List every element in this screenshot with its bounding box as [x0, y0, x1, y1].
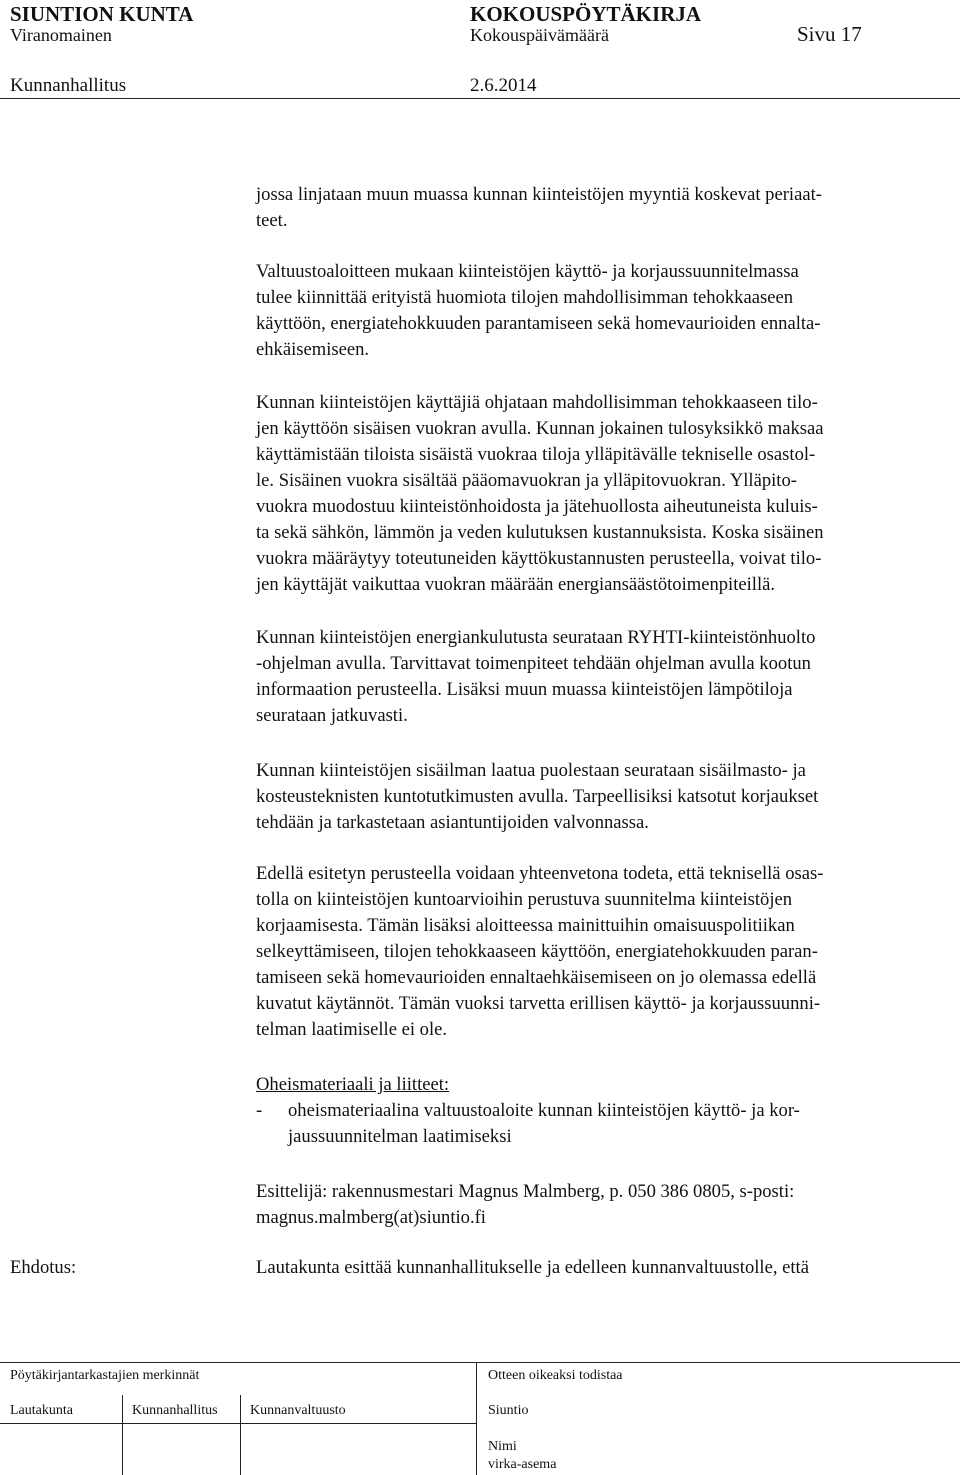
text-line: vuokra muodostuu kiinteistönhoidosta ja jätehuollosta aiheutuneista kuluis- [256, 496, 818, 517]
text-line: Edellä esitetyn perusteella voidaan yhteenvetona todeta, että teknisellä osas- [256, 863, 824, 884]
footer-top-rule [0, 1362, 960, 1363]
text-line: seurataan jatkuvasti. [256, 705, 408, 726]
attachments-heading: Oheismateriaali ja liitteet: [256, 1074, 450, 1095]
authority-name: Kunnanhallitus [10, 75, 127, 96]
footer-col-council: Kunnanvaltuusto [250, 1403, 346, 1418]
presenter-info [256, 1179, 956, 1231]
paragraph [256, 861, 956, 1043]
text-line: magnus.malmberg(at)siuntio.fi [256, 1207, 486, 1228]
footer-divider [122, 1395, 123, 1475]
paragraph [256, 625, 956, 729]
text-line: korjaamisesta. Tämän lisäksi aloitteessa mainittuihin omaisuuspolitiikan [256, 915, 795, 936]
text-line: kosteusteknisten kuntotutkimusten avulla. Tarpeellisiksi katsotut korjaukset [256, 786, 819, 807]
text-line: tulee kiinnittää erityistä huomiota tilojen mahdollisimman tehokkaaseen [256, 287, 794, 308]
text-line: käyttämistään tiloista sisäistä vuokraa tiloja ylläpitävälle tekniselle osastol- [256, 444, 816, 465]
text-line: jossa linjataan muun muassa kunnan kiinteistöjen myyntiä koskevat periaat- [256, 184, 822, 205]
text-line: Lautakunta esittää kunnanhallitukselle ja edelleen kunnanvaltuustolle, että [256, 1257, 809, 1278]
text-line: -ohjelman avulla. Tarvittavat toimenpiteet tehdään ohjelman avulla kootun [256, 653, 811, 674]
text-line: vuokra määräytyy toteutuneiden käyttökustannusten perusteella, voivat tilo- [256, 548, 822, 569]
header-rule [0, 98, 960, 99]
text-line: le. Sisäinen vuokra sisältää pääomavuokran ja ylläpitovuokran. Ylläpito- [256, 470, 797, 491]
org-name: SIUNTION KUNTA [10, 2, 194, 26]
proposal-label: Ehdotus: [10, 1257, 77, 1278]
meeting-date: 2.6.2014 [470, 75, 537, 96]
text-line: teet. [256, 210, 288, 231]
text-line: Kunnan kiinteistöjen energiankulutusta seurataan RYHTI-kiinteistönhuolto [256, 627, 816, 648]
text-line: Kunnan kiinteistöjen sisäilman laatua puolestaan seurataan sisäilmasto- ja [256, 760, 806, 781]
paragraph [256, 390, 956, 598]
text-line: telman laatimiselle ei ole. [256, 1019, 448, 1040]
paragraph [256, 259, 956, 363]
list-dash: - [256, 1100, 263, 1121]
text-line: Esittelijä: rakennusmestari Magnus Malmberg, p. 050 386 0805, s-posti: [256, 1181, 795, 1202]
footer-divider [476, 1362, 477, 1475]
text-line: Valtuustoaloitteen mukaan kiinteistöjen käyttö- ja korjaussuunnitelmassa [256, 261, 799, 282]
page-number: Sivu 17 [797, 22, 862, 46]
footer-col-board: Lautakunta [10, 1403, 73, 1418]
footer-col-executive: Kunnanhallitus [132, 1403, 218, 1418]
proposal-text [256, 1255, 956, 1281]
copy-certify-label: Otteen oikeaksi todistaa [488, 1368, 623, 1383]
text-line: tolla on kiinteistöjen kuntoarvioihin perustuva suunnitelma kiinteistöjen [256, 889, 793, 910]
footer-name-label: Nimi [488, 1439, 517, 1454]
text-line: Kunnan kiinteistöjen käyttäjiä ohjataan mahdollisimman tehokkaaseen tilo- [256, 392, 818, 413]
meeting-date-label: Kokouspäivämäärä [470, 25, 609, 45]
footer-title-label: virka-asema [488, 1457, 557, 1472]
paragraph [256, 182, 956, 234]
text-line: oheismateriaalina valtuustoaloite kunnan kiinteistöjen käyttö- ja kor- [288, 1100, 800, 1121]
text-line: kuvatut käytännöt. Tämän vuoksi tarvetta erillisen käyttö- ja korjaussuunni- [256, 993, 821, 1014]
attachments-section [256, 1072, 956, 1098]
checkers-label: Pöytäkirjantarkastajien merkinnät [10, 1368, 200, 1383]
footer-divider [240, 1395, 241, 1475]
text-line: informaation perusteella. Lisäksi muun muassa kiinteistöjen lämpötiloja [256, 679, 793, 700]
attachment-item [288, 1098, 948, 1150]
text-line: jen käyttöön sisäisen vuokran avulla. Kunnan jokainen tulosyksikkö maksaa [256, 418, 824, 439]
text-line: selkeyttämiseen, tilojen tehokkaaseen käyttöön, energiatehokkuuden paran- [256, 941, 818, 962]
text-line: tamiseen sekä homevaurioiden ennaltaehkäisemiseen on jo olemassa edellä [256, 967, 817, 988]
text-line: jen käyttäjät vaikuttaa vuokran määrään energiansäästötoimenpiteillä. [256, 574, 776, 595]
authority-label: Viranomainen [10, 25, 112, 45]
paragraph [256, 758, 956, 836]
footer-mid-rule [0, 1423, 476, 1424]
text-line: ehkäisemiseen. [256, 339, 370, 360]
footer-place: Siuntio [488, 1403, 529, 1418]
text-line: tehdään ja tarkastetaan asiantuntijoiden valvonnassa. [256, 812, 649, 833]
text-line: jaussuunnitelman laatimiseksi [288, 1126, 512, 1147]
document-type: KOKOUSPÖYTÄKIRJA [470, 2, 702, 26]
text-line: käyttöön, energiatehokkuuden parantamiseen sekä homevaurioiden ennalta- [256, 313, 821, 334]
text-line: ta sekä sähkön, lämmön ja veden kulutuksen kustannuksista. Koska sisäinen [256, 522, 824, 543]
